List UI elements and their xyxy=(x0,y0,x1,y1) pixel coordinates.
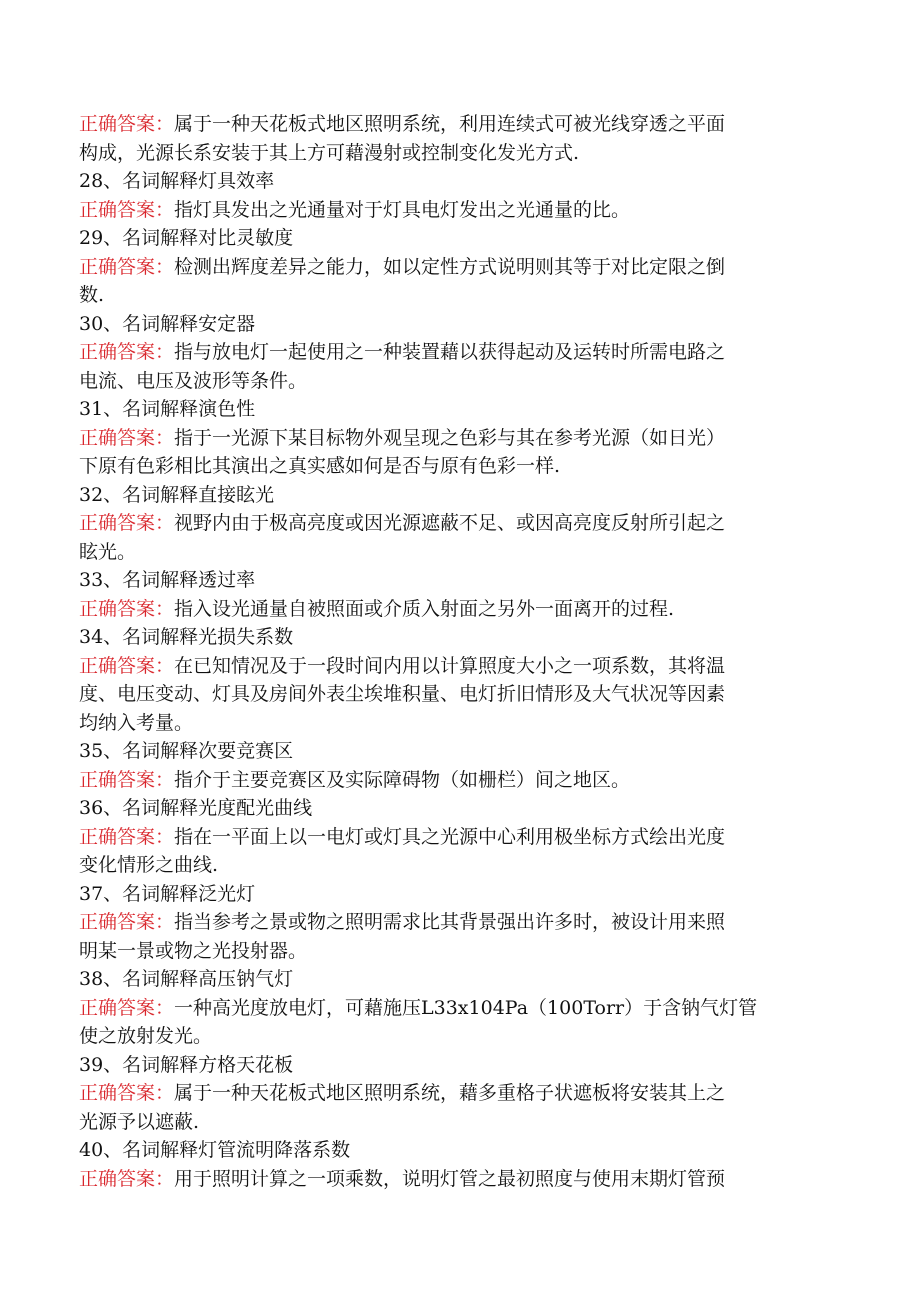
question-line: 39、名词解释方格天花板 xyxy=(79,1053,294,1076)
answer-text: 数. xyxy=(79,284,105,306)
answer-label: 正确答案： xyxy=(79,113,175,135)
answer-text: 光源予以遮蔽. xyxy=(79,1110,200,1133)
answer-line xyxy=(79,196,824,225)
answer-line xyxy=(79,367,824,396)
question-line: 35、名词解释次要竞赛区 xyxy=(79,740,294,762)
answer-line xyxy=(79,851,824,880)
question-line: 30、名词解释安定器 xyxy=(79,312,256,335)
answer-line xyxy=(79,595,824,624)
answer-text: 使之放射发光。 xyxy=(79,1025,213,1047)
answer-label: 正确答案： xyxy=(79,426,175,449)
answer-label: 正确答案： xyxy=(79,654,175,677)
answer-text: 指在一平面上以一电灯或灯具之光源中心利用极坐标方式绘出光度 xyxy=(174,825,726,848)
answer-line xyxy=(79,1079,824,1108)
answer-label: 正确答案： xyxy=(79,512,175,534)
answer-line xyxy=(79,424,824,453)
question-line: 32、名词解释直接眩光 xyxy=(79,483,275,506)
answer-text: 电流、电压及波形等条件。 xyxy=(79,369,308,392)
answer-line xyxy=(79,1022,824,1051)
answer-text: 一种高光度放电灯，可藉施压L33x104Pa（100Torr）于含钠气灯管 xyxy=(174,996,758,1019)
answer-text: 构成，光源长系安装于其上方可藉漫射或控制变化发光方式. xyxy=(79,141,580,164)
question-line: 34、名词解释光损失系数 xyxy=(79,626,294,648)
answer-label: 正确答案： xyxy=(79,1167,175,1190)
document-page xyxy=(79,110,824,1193)
answer-line xyxy=(79,937,824,966)
answer-text: 指于一光源下某目标物外观呈现之色彩与其在参考光源（如日光） xyxy=(174,426,726,449)
answer-line xyxy=(79,281,824,310)
question-line: 36、名词解释光度配光曲线 xyxy=(79,797,313,819)
answer-text: 均纳入考量。 xyxy=(79,711,194,734)
answer-line xyxy=(79,452,824,481)
answer-text: 指当参考之景或物之照明需求比其背景强出许多时，被设计用来照 xyxy=(174,911,726,933)
answer-text: 在已知情况及于一段时间内用以计算照度大小之一项系数，其将温 xyxy=(174,654,726,677)
answer-label: 正确答案： xyxy=(79,597,175,620)
answer-text: 指与放电灯一起使用之一种装置藉以获得起动及运转时所需电路之 xyxy=(174,341,726,363)
answer-line xyxy=(79,139,824,168)
answer-line xyxy=(79,509,824,538)
answer-line xyxy=(79,1108,824,1137)
answer-label: 正确答案： xyxy=(79,255,175,278)
answer-line xyxy=(79,338,824,367)
answer-label: 正确答案： xyxy=(79,1082,175,1104)
answer-text: 检测出辉度差异之能力，如以定性方式说明则其等于对比定限之倒 xyxy=(174,255,726,278)
answer-label: 正确答案： xyxy=(79,768,175,791)
answer-text: 眩光。 xyxy=(79,540,137,563)
answer-line xyxy=(79,538,824,567)
question-line: 31、名词解释演色性 xyxy=(79,398,256,420)
answer-text: 度、电压变动、灯具及房间外表尘埃堆积量、电灯折旧情形及大气状况等因素 xyxy=(79,683,726,705)
answer-line xyxy=(79,766,824,795)
answer-label: 正确答案： xyxy=(79,825,175,848)
answer-line xyxy=(79,709,824,738)
answer-text: 属于一种天花板式地区照明系统，藉多重格子状遮板将安装其上之 xyxy=(174,1082,726,1104)
answer-text: 属于一种天花板式地区照明系统，利用连续式可被光线穿透之平面 xyxy=(174,113,726,135)
answer-text: 指灯具发出之光通量对于灯具电灯发出之光通量的比。 xyxy=(174,198,631,221)
question-line: 33、名词解释透过率 xyxy=(79,569,256,591)
answer-label: 正确答案： xyxy=(79,341,175,363)
question-line: 40、名词解释灯管流明降落系数 xyxy=(79,1139,351,1161)
answer-label: 正确答案： xyxy=(79,911,175,933)
answer-line xyxy=(79,253,824,282)
question-line: 29、名词解释对比灵敏度 xyxy=(79,227,294,249)
answer-text: 下原有色彩相比其演出之真实感如何是否与原有色彩一样. xyxy=(79,455,561,477)
answer-text: 指介于主要竞赛区及实际障碍物（如栅栏）间之地区。 xyxy=(174,768,631,791)
answer-text: 指入设光通量自被照面或介质入射面之另外一面离开的过程. xyxy=(174,597,675,620)
answer-text: 用于照明计算之一项乘数，说明灯管之最初照度与使用末期灯管预 xyxy=(174,1167,726,1190)
answer-label: 正确答案： xyxy=(79,198,175,221)
answer-line xyxy=(79,652,824,681)
answer-line xyxy=(79,823,824,852)
answer-line xyxy=(79,994,824,1023)
answer-line xyxy=(79,908,824,937)
answer-text: 视野内由于极高亮度或因光源遮蔽不足、或因高亮度反射所引起之 xyxy=(174,512,726,534)
question-line: 37、名词解释泛光灯 xyxy=(79,882,256,905)
answer-label: 正确答案： xyxy=(79,996,175,1019)
answer-text: 明某一景或物之光投射器。 xyxy=(79,939,308,962)
answer-line xyxy=(79,110,824,139)
question-line: 28、名词解释灯具效率 xyxy=(79,170,275,192)
answer-text: 变化情形之曲线. xyxy=(79,854,219,876)
question-line: 38、名词解释高压钠气灯 xyxy=(79,968,294,990)
answer-line xyxy=(79,680,824,709)
answer-line xyxy=(79,1165,824,1194)
